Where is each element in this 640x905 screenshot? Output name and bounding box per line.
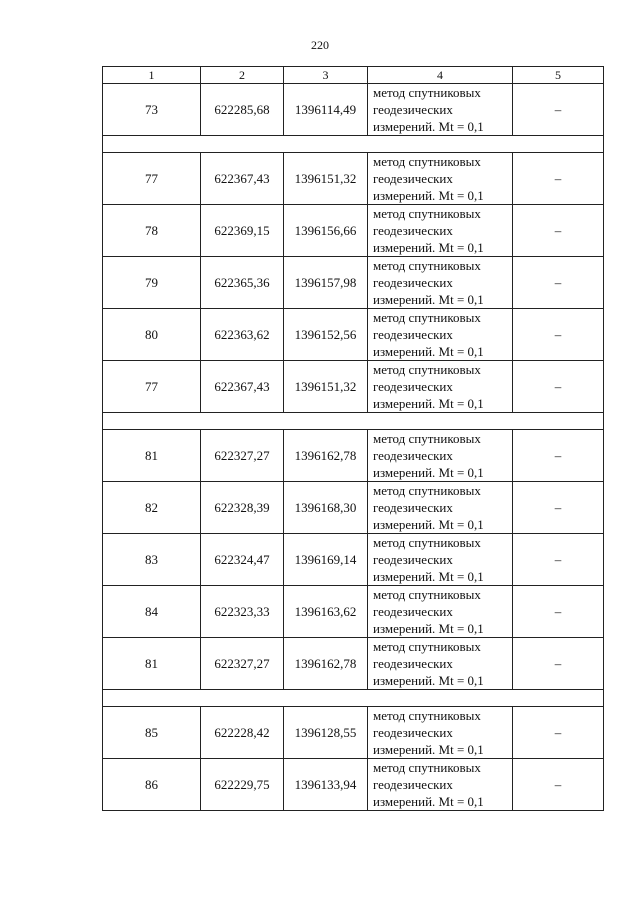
accuracy-dash-cell: –	[513, 482, 604, 534]
method-description-line-2: геодезических	[373, 223, 453, 238]
page-number: 220	[311, 38, 329, 52]
table-row	[103, 482, 604, 534]
column-header-2: 2	[201, 67, 284, 84]
x-coordinate-cell: 622229,75	[201, 759, 284, 811]
header-row	[103, 67, 604, 84]
x-coordinate-cell: 622367,43	[201, 153, 284, 205]
accuracy-dash-cell: –	[513, 84, 604, 136]
x-coordinate-cell: 622328,39	[201, 482, 284, 534]
method-description-cell	[368, 84, 513, 136]
table-row	[103, 586, 604, 638]
accuracy-dash-cell: –	[513, 759, 604, 811]
table-row	[103, 257, 604, 309]
method-description-line-1: метод спутниковых	[373, 258, 481, 273]
method-description-line-3: измерений. Mt = 0,1	[373, 742, 484, 757]
y-coordinate-cell: 1396128,55	[284, 707, 368, 759]
accuracy-dash-cell: –	[513, 638, 604, 690]
x-coordinate-cell: 622324,47	[201, 534, 284, 586]
method-description-line-2: геодезических	[373, 275, 453, 290]
x-coordinate-cell: 622367,43	[201, 361, 284, 413]
method-description-line-1: метод спутниковых	[373, 483, 481, 498]
method-description-line-2: геодезических	[373, 448, 453, 463]
y-coordinate-cell: 1396169,14	[284, 534, 368, 586]
y-coordinate-cell: 1396151,32	[284, 361, 368, 413]
method-description-line-2: геодезических	[373, 379, 453, 394]
y-coordinate-cell: 1396156,66	[284, 205, 368, 257]
point-number-cell: 79	[103, 257, 201, 309]
method-description-cell	[368, 586, 513, 638]
x-coordinate-cell: 622365,36	[201, 257, 284, 309]
table-row	[103, 309, 604, 361]
method-description-line-2: геодезических	[373, 171, 453, 186]
method-description-line-3: измерений. Mt = 0,1	[373, 465, 484, 480]
method-description-line-1: метод спутниковых	[373, 535, 481, 550]
method-description-line-2: геодезических	[373, 327, 453, 342]
method-description-cell	[368, 534, 513, 586]
point-number-cell: 84	[103, 586, 201, 638]
method-description-line-2: геодезических	[373, 777, 453, 792]
point-number-cell: 78	[103, 205, 201, 257]
method-description-line-3: измерений. Mt = 0,1	[373, 240, 484, 255]
method-description-line-2: геодезических	[373, 500, 453, 515]
column-header-1: 1	[103, 67, 201, 84]
separator-cell	[103, 136, 604, 153]
method-description-line-2: геодезических	[373, 552, 453, 567]
table-row	[103, 84, 604, 136]
y-coordinate-cell: 1396162,78	[284, 430, 368, 482]
method-description-line-1: метод спутниковых	[373, 310, 481, 325]
accuracy-dash-cell: –	[513, 534, 604, 586]
coordinates-table	[102, 66, 604, 811]
accuracy-dash-cell: –	[513, 586, 604, 638]
method-description-line-1: метод спутниковых	[373, 85, 481, 100]
method-description-line-3: измерений. Mt = 0,1	[373, 621, 484, 636]
method-description-cell	[368, 361, 513, 413]
separator-row	[103, 413, 604, 430]
point-number-cell: 77	[103, 153, 201, 205]
method-description-line-3: измерений. Mt = 0,1	[373, 292, 484, 307]
method-description-cell	[368, 707, 513, 759]
table-row	[103, 759, 604, 811]
x-coordinate-cell: 622327,27	[201, 430, 284, 482]
x-coordinate-cell: 622327,27	[201, 638, 284, 690]
method-description-line-1: метод спутниковых	[373, 760, 481, 775]
y-coordinate-cell: 1396114,49	[284, 84, 368, 136]
table-row	[103, 638, 604, 690]
accuracy-dash-cell: –	[513, 430, 604, 482]
method-description-cell	[368, 153, 513, 205]
table-row	[103, 153, 604, 205]
accuracy-dash-cell: –	[513, 309, 604, 361]
y-coordinate-cell: 1396151,32	[284, 153, 368, 205]
accuracy-dash-cell: –	[513, 153, 604, 205]
x-coordinate-cell: 622228,42	[201, 707, 284, 759]
x-coordinate-cell: 622363,62	[201, 309, 284, 361]
separator-row	[103, 690, 604, 707]
method-description-cell	[368, 205, 513, 257]
separator-cell	[103, 690, 604, 707]
accuracy-dash-cell: –	[513, 707, 604, 759]
y-coordinate-cell: 1396162,78	[284, 638, 368, 690]
method-description-cell	[368, 638, 513, 690]
method-description-line-2: геодезических	[373, 604, 453, 619]
accuracy-dash-cell: –	[513, 257, 604, 309]
point-number-cell: 81	[103, 430, 201, 482]
method-description-line-3: измерений. Mt = 0,1	[373, 396, 484, 411]
method-description-line-3: измерений. Mt = 0,1	[373, 517, 484, 532]
table-row	[103, 430, 604, 482]
method-description-line-1: метод спутниковых	[373, 206, 481, 221]
table-body	[103, 67, 604, 811]
method-description-line-1: метод спутниковых	[373, 587, 481, 602]
y-coordinate-cell: 1396163,62	[284, 586, 368, 638]
x-coordinate-cell: 622323,33	[201, 586, 284, 638]
column-header-4: 4	[368, 67, 513, 84]
method-description-cell	[368, 309, 513, 361]
point-number-cell: 85	[103, 707, 201, 759]
y-coordinate-cell: 1396152,56	[284, 309, 368, 361]
method-description-cell	[368, 482, 513, 534]
method-description-line-1: метод спутниковых	[373, 154, 481, 169]
point-number-cell: 73	[103, 84, 201, 136]
y-coordinate-cell: 1396168,30	[284, 482, 368, 534]
method-description-line-2: геодезических	[373, 102, 453, 117]
method-description-cell	[368, 257, 513, 309]
x-coordinate-cell: 622285,68	[201, 84, 284, 136]
point-number-cell: 86	[103, 759, 201, 811]
method-description-line-3: измерений. Mt = 0,1	[373, 188, 484, 203]
method-description-line-3: измерений. Mt = 0,1	[373, 119, 484, 134]
method-description-line-2: геодезических	[373, 656, 453, 671]
point-number-cell: 82	[103, 482, 201, 534]
method-description-line-3: измерений. Mt = 0,1	[373, 794, 484, 809]
point-number-cell: 81	[103, 638, 201, 690]
method-description-line-2: геодезических	[373, 725, 453, 740]
accuracy-dash-cell: –	[513, 361, 604, 413]
table-row	[103, 361, 604, 413]
method-description-line-3: измерений. Mt = 0,1	[373, 569, 484, 584]
point-number-cell: 77	[103, 361, 201, 413]
method-description-line-1: метод спутниковых	[373, 639, 481, 654]
separator-cell	[103, 413, 604, 430]
table-row	[103, 205, 604, 257]
table-row	[103, 534, 604, 586]
method-description-cell	[368, 759, 513, 811]
method-description-line-3: измерений. Mt = 0,1	[373, 673, 484, 688]
y-coordinate-cell: 1396157,98	[284, 257, 368, 309]
method-description-cell	[368, 430, 513, 482]
method-description-line-3: измерений. Mt = 0,1	[373, 344, 484, 359]
column-header-3: 3	[284, 67, 368, 84]
y-coordinate-cell: 1396133,94	[284, 759, 368, 811]
column-header-5: 5	[513, 67, 604, 84]
separator-row	[103, 136, 604, 153]
x-coordinate-cell: 622369,15	[201, 205, 284, 257]
method-description-line-1: метод спутниковых	[373, 708, 481, 723]
method-description-line-1: метод спутниковых	[373, 362, 481, 377]
method-description-line-1: метод спутниковых	[373, 431, 481, 446]
accuracy-dash-cell: –	[513, 205, 604, 257]
point-number-cell: 83	[103, 534, 201, 586]
table-row	[103, 707, 604, 759]
point-number-cell: 80	[103, 309, 201, 361]
